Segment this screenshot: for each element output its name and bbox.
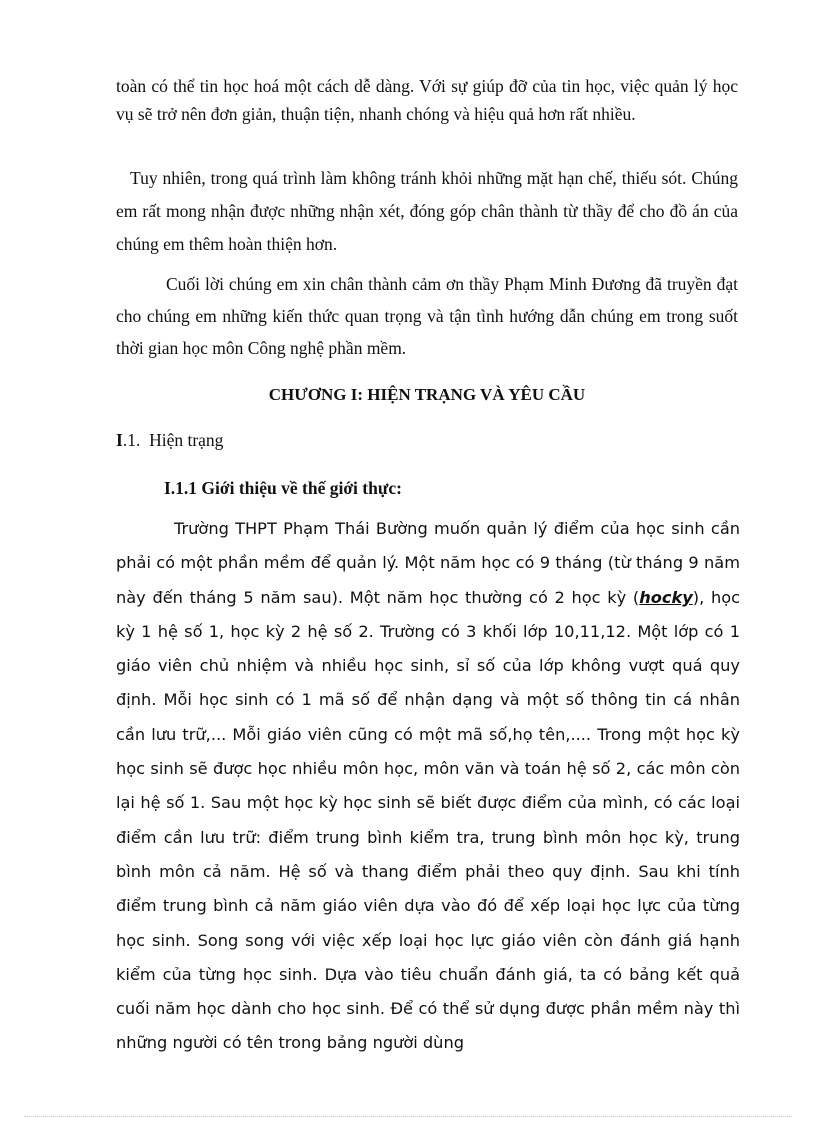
- body-text-start: Trường THPT Phạm Thái Bường muốn quản lý điểm của học sinh cần phải có một phần mềm để quản lý. Một năm học có 9 tháng (từ tháng 9 năm này đến tháng 5 năm sau). Một năm học thường có 2 học kỳ (: [116, 519, 740, 607]
- paragraph-conclusion-2: Tuy nhiên, trong quá trình làm không tránh khỏi những mặt hạn chế, thiếu sót. Chúng em rất mong nhận được những nhận xét, đóng góp chân thành từ thầy để cho đồ án của chúng em thêm hoàn thiện hơn.: [116, 168, 738, 254]
- paragraph-conclusion-1: toàn có thể tin học hoá một cách dễ dàng. Với sự giúp đỡ của tin học, việc quản lý học vụ sẽ trở nên đơn giản, thuận tiện, nhanh chóng và hiệu quả hơn rất nhiều.: [116, 76, 738, 124]
- paragraph-real-world-description: [116, 512, 740, 1061]
- page-footer-divider: [24, 1116, 792, 1117]
- section-number-letter: I: [116, 430, 123, 450]
- section-number-rest: .1.: [122, 430, 141, 450]
- paragraph-acknowledgement: Cuối lời chúng em xin chân thành cảm ơn thầy Phạm Minh Đương đã truyền đạt cho chúng em những kiến thức quan trọng và tận tình hướng dẫn chúng em trong suốt thời gian học môn Công nghệ phần mềm.: [116, 274, 738, 358]
- section-title: Hiện trạng: [149, 430, 224, 450]
- subsection-title: I.1.1 Giới thiệu về thế giới thực:: [164, 478, 402, 498]
- chapter-title: CHƯƠNG I: HIỆN TRẠNG VÀ YÊU CẦU: [268, 385, 586, 404]
- section-heading: [116, 428, 223, 452]
- body-text-rest: ), học kỳ 1 hệ số 1, học kỳ 2 hệ số 2. Trường có 3 khối lớp 10,11,12. Một lớp có 1 giáo viên chủ nhiệm và nhiều học sinh, sỉ số của lớp không vượt quá quy định. Mỗi học sinh có 1 mã số để nhận dạng và một số thông tin cá nhân cần lưu trữ,... Mỗi giáo viên cũng có một mã số,họ tên,.... Trong một học kỳ học sinh sẽ được học nhiều môn học, môn văn và toán hệ số 2, các môn còn lại hệ số 1. Sau một học kỳ học sinh sẽ biết được điểm của mình, có các loại điểm cần lưu trữ: điểm trung bình kiểm tra, trung bình môn học kỳ, trung bình môn cả năm. Hệ số và thang điểm phải theo quy định. Sau khi tính điểm trung bình cả năm giáo viên dựa vào đó để xếp loại học lực của từng học sinh. Song song với việc xếp loại học lực giáo viên còn đánh giá hạnh kiểm của từng học sinh. Dựa vào tiêu chuẩn đánh giá, ta có bảng kết quả cuối năm học dành cho học sinh. Để có thể sử dụng được phần mềm này thì những người có tên trong bảng người dùng: [116, 587, 741, 1053]
- highlighted-term: hocky: [639, 587, 693, 607]
